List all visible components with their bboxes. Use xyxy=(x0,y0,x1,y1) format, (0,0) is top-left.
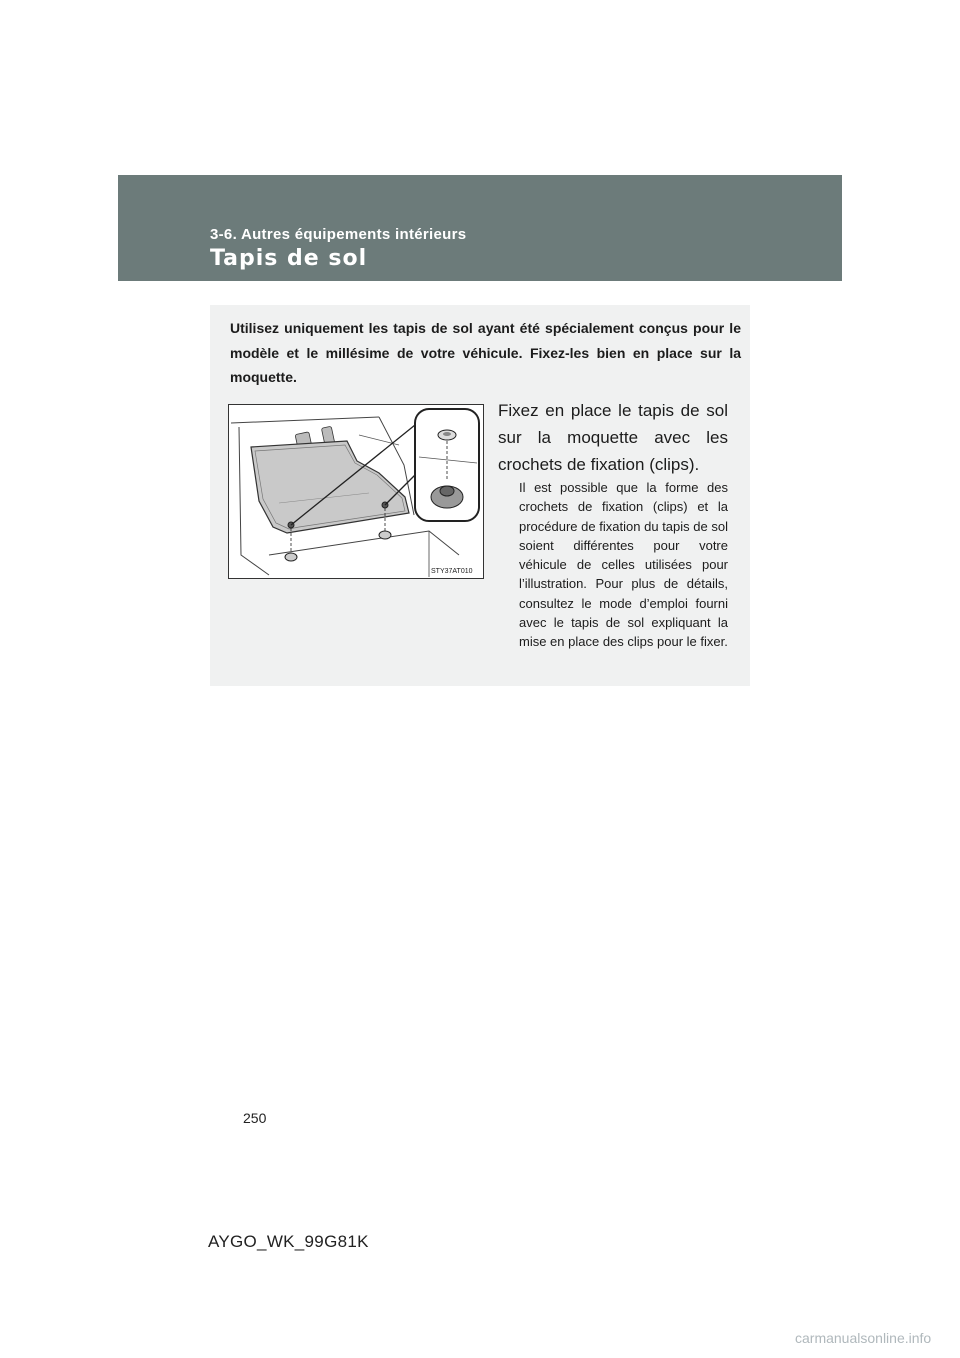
note-text: Il est possible que la forme des crochets de fixation (clips) et la procédure de fixation du tapis de sol soient différentes pour votre véhicule de celles utilisées pour l’illustration. Pour plus de détails, consultez le mode d’emploi fourni avec le tapis de sol expliquant la mise en place des clips pour le fixer. xyxy=(519,480,728,650)
floor-mat-illustration xyxy=(228,404,484,579)
main-instruction: Fixez en place le tapis de sol sur la moquette avec les crochets de fixation (clips). xyxy=(498,401,728,474)
page-number: 250 xyxy=(243,1110,267,1126)
document-code: AYGO_WK_99G81K xyxy=(208,1232,369,1251)
illustration-code: STY37AT010 xyxy=(431,568,473,575)
watermark: carmanualsonline.info xyxy=(795,1330,932,1346)
intro-paragraph: Utilisez uniquement les tapis de sol ayant été spécialement conçus pour le modèle et le millésime de votre véhicule. Fixez-les bien en place sur la moquette. xyxy=(230,320,741,385)
section-label: 3-6. Autres équipements intérieurs xyxy=(210,226,467,243)
page-title: Tapis de sol xyxy=(210,246,368,271)
floor-mat-drawing xyxy=(229,405,483,578)
